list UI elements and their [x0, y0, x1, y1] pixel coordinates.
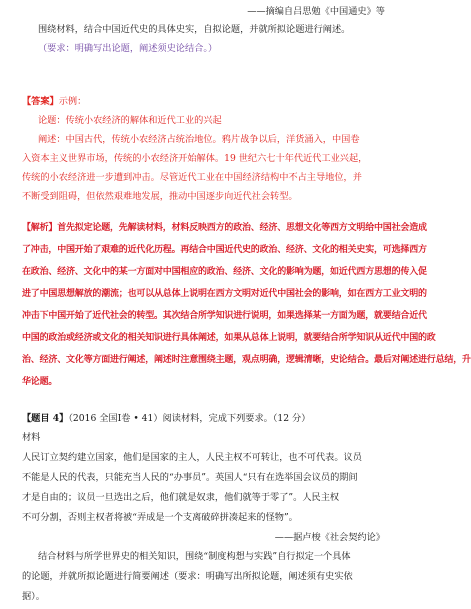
task-line: 据）。	[22, 591, 45, 602]
material-source: ——据卢梭《社会契约论》	[274, 532, 385, 543]
analysis-line: 进了中国思想解放的潮流；也可以从总体上说明在西方文明对近代中国社会的影响，如在西方工业文明的	[22, 289, 427, 299]
question-4-instruction: （2016 全国Ⅰ卷 • 41）阅读材料，完成下列要求。（12 分）	[68, 413, 311, 424]
answer-tag: 【答案】	[22, 96, 59, 107]
question-4-title	[22, 413, 387, 425]
material-label: 材料	[22, 432, 41, 443]
analysis-line: 华论题。	[22, 377, 58, 387]
question-4-number: 【题目 4】	[22, 413, 69, 424]
answer-line: 传统的小农经济进一步遭到冲击。尽管近代工业在中国经济结构中不占主导地位，并	[22, 172, 362, 183]
material-line: 人民订立契约建立国家，他们是国家的主人，人民主权不可转让，也不可代表。议员	[22, 452, 362, 463]
answer-line: 阐述：中国古代，传统小农经济占统治地位。鸦片战争以后，洋货涌入，中国卷	[38, 134, 360, 145]
analysis-line: 治、经济、文化等方面进行阐述，阐述时注意围绕主题，观点明确，逻辑清晰，史论结合。最后对阐述进行总结，升	[22, 355, 471, 365]
answer-header	[22, 96, 387, 108]
material-line: 不可分割，否则主权者将被“弄成是一个支离破碎拼凑起来的怪物”。	[22, 512, 298, 523]
material-line: 不能是人民的代表，只能充当人民的“办事员”。英国人“只有在选举国会议员的期间	[22, 472, 358, 483]
analysis-line: 中国的政治或经济或文化的相关知识进行具体阐述，如果从总体上说明，就要结合所学知识从近代中国的政	[22, 333, 436, 343]
question-requirement: （要求：明确写出论题，阐述须史论结合。）	[38, 43, 218, 54]
analysis-line: 冲击下中国开始了近代社会的转型。其次结合所学知识进行说明，如果选择某一方面为题，就要结合近代	[22, 311, 427, 321]
analysis-line: 在政治、经济、文化中的某一方面对中国相应的政治、经济、文化的影响为题，如近代西方思想的传入促	[22, 267, 427, 277]
question-prompt: 围绕材料，结合中国近代史的具体史实，自拟论题，并就所拟论题进行阐述。	[38, 24, 351, 35]
task-line: 结合材料与所学世界史的相关知识，围绕“制度构想与实践”自行拟定一个具体	[38, 551, 351, 562]
answer-example-label: 示例：	[58, 96, 87, 107]
source-citation: ——摘编自吕思勉《中国通史》等	[247, 6, 385, 17]
task-line: 的论题，并就所拟论题进行简要阐述（要求：明确写出所拟论题，阐述须有史实依	[22, 571, 353, 582]
answer-line: 入资本主义世界市场，传统的小农经济开始解体。19 世纪六七十年代近代工业兴起，	[22, 153, 368, 164]
answer-line: 不断受到阻碍，但依然艰难地发展，推动中国逐步向近代社会转型。	[22, 191, 298, 202]
material-line: 才是自由的；议员一旦选出之后，他们就是奴隶，他们就等于零了”。人民主权	[22, 492, 340, 503]
analysis-line: 了冲击，中国开始了艰难的近代化历程。再结合中国近代史的政治、经济、文化的相关史实，可选择西方	[22, 245, 427, 255]
analysis-line: 【解析】首先拟定论题，先解读材料，材料反映西方的政治、经济、思想文化等西方文明给中国社会造成	[22, 223, 427, 233]
answer-thesis: 论题：传统小农经济的解体和近代工业的兴起	[38, 115, 222, 126]
